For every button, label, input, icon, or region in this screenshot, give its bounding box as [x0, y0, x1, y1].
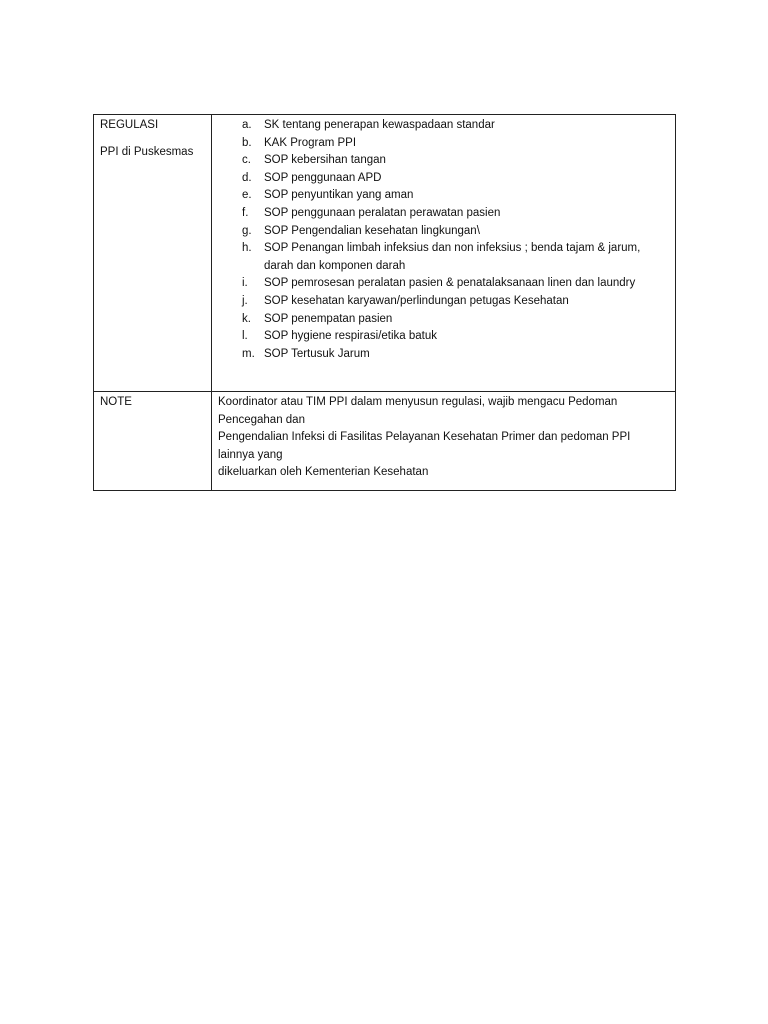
list-item-letter: b.: [242, 136, 252, 149]
list-item-letter: d.: [242, 171, 252, 184]
list-item-text: SOP pemrosesan peralatan pasien & penatalaksanaan linen dan laundry: [264, 277, 636, 290]
regulasi-sublabel: PPI di Puskesmas: [100, 145, 194, 158]
list-item: [218, 293, 669, 311]
note-label: NOTE: [100, 396, 132, 408]
list-item-letter: f.: [242, 206, 249, 219]
list-item: [218, 170, 669, 188]
list-item-text: SOP kesehatan karyawan/perlindungan petugas Kesehatan: [264, 294, 569, 307]
list-item-letter: a.: [242, 119, 252, 131]
list-item-letter: h.: [242, 242, 252, 255]
list-item-text: SOP penggunaan APD: [264, 171, 382, 184]
table-row-note: [94, 392, 676, 491]
list-item-text: SOP Pengendalian kesehatan lingkungan\: [264, 224, 480, 237]
note-label-cell: [94, 392, 212, 491]
list-item: [218, 346, 669, 364]
sop-list: [218, 117, 669, 363]
regulasi-label-cell: [94, 115, 212, 392]
list-item-text: SOP hygiene respirasi/etika batuk: [264, 330, 438, 343]
list-item-letter: k.: [242, 312, 251, 325]
list-item: [218, 152, 669, 170]
list-item: [218, 240, 669, 275]
list-item-letter: m.: [242, 347, 255, 360]
list-item: [218, 187, 669, 205]
list-item-text: SOP penggunaan peralatan perawatan pasien: [264, 206, 501, 219]
list-item-text: SK tentang penerapan kewaspadaan standar: [264, 119, 495, 131]
regulasi-content-cell: [212, 115, 676, 392]
list-item-letter: i.: [242, 277, 248, 290]
note-line: Pengendalian Infeksi di Fasilitas Pelayanan Kesehatan Primer dan pedoman PPI lainnya yang: [218, 431, 631, 461]
list-item-letter: e.: [242, 189, 252, 202]
list-item-text: KAK Program PPI: [264, 136, 357, 149]
list-item-text: SOP penempatan pasien: [264, 312, 393, 325]
list-item: [218, 223, 669, 241]
list-item-letter: g.: [242, 224, 252, 237]
list-item-text: SOP Tertusuk Jarum: [264, 347, 370, 360]
list-item-letter: l.: [242, 330, 248, 343]
note-line: Koordinator atau TIM PPI dalam menyusun regulasi, wajib mengacu Pedoman Pencegahan dan: [218, 396, 618, 426]
list-item-letter: j.: [242, 294, 248, 307]
regulasi-label: REGULASI: [100, 119, 159, 131]
regulation-table: [93, 114, 676, 491]
list-item-text: SOP Penangan limbah infeksius dan non infeksius ; benda tajam & jarum, darah dan komponen darah: [264, 242, 641, 272]
list-item: [218, 328, 669, 346]
list-item: [218, 117, 669, 135]
list-item-text: SOP penyuntikan yang aman: [264, 189, 414, 202]
list-item: [218, 135, 669, 153]
list-item-text: SOP kebersihan tangan: [264, 154, 386, 167]
list-item: [218, 275, 669, 293]
list-item: [218, 205, 669, 223]
note-content-cell: [212, 392, 676, 491]
note-line: dikeluarkan oleh Kementerian Kesehatan: [218, 466, 429, 479]
table-row-regulasi: [94, 115, 676, 392]
list-item: [218, 311, 669, 329]
list-item-letter: c.: [242, 154, 251, 167]
